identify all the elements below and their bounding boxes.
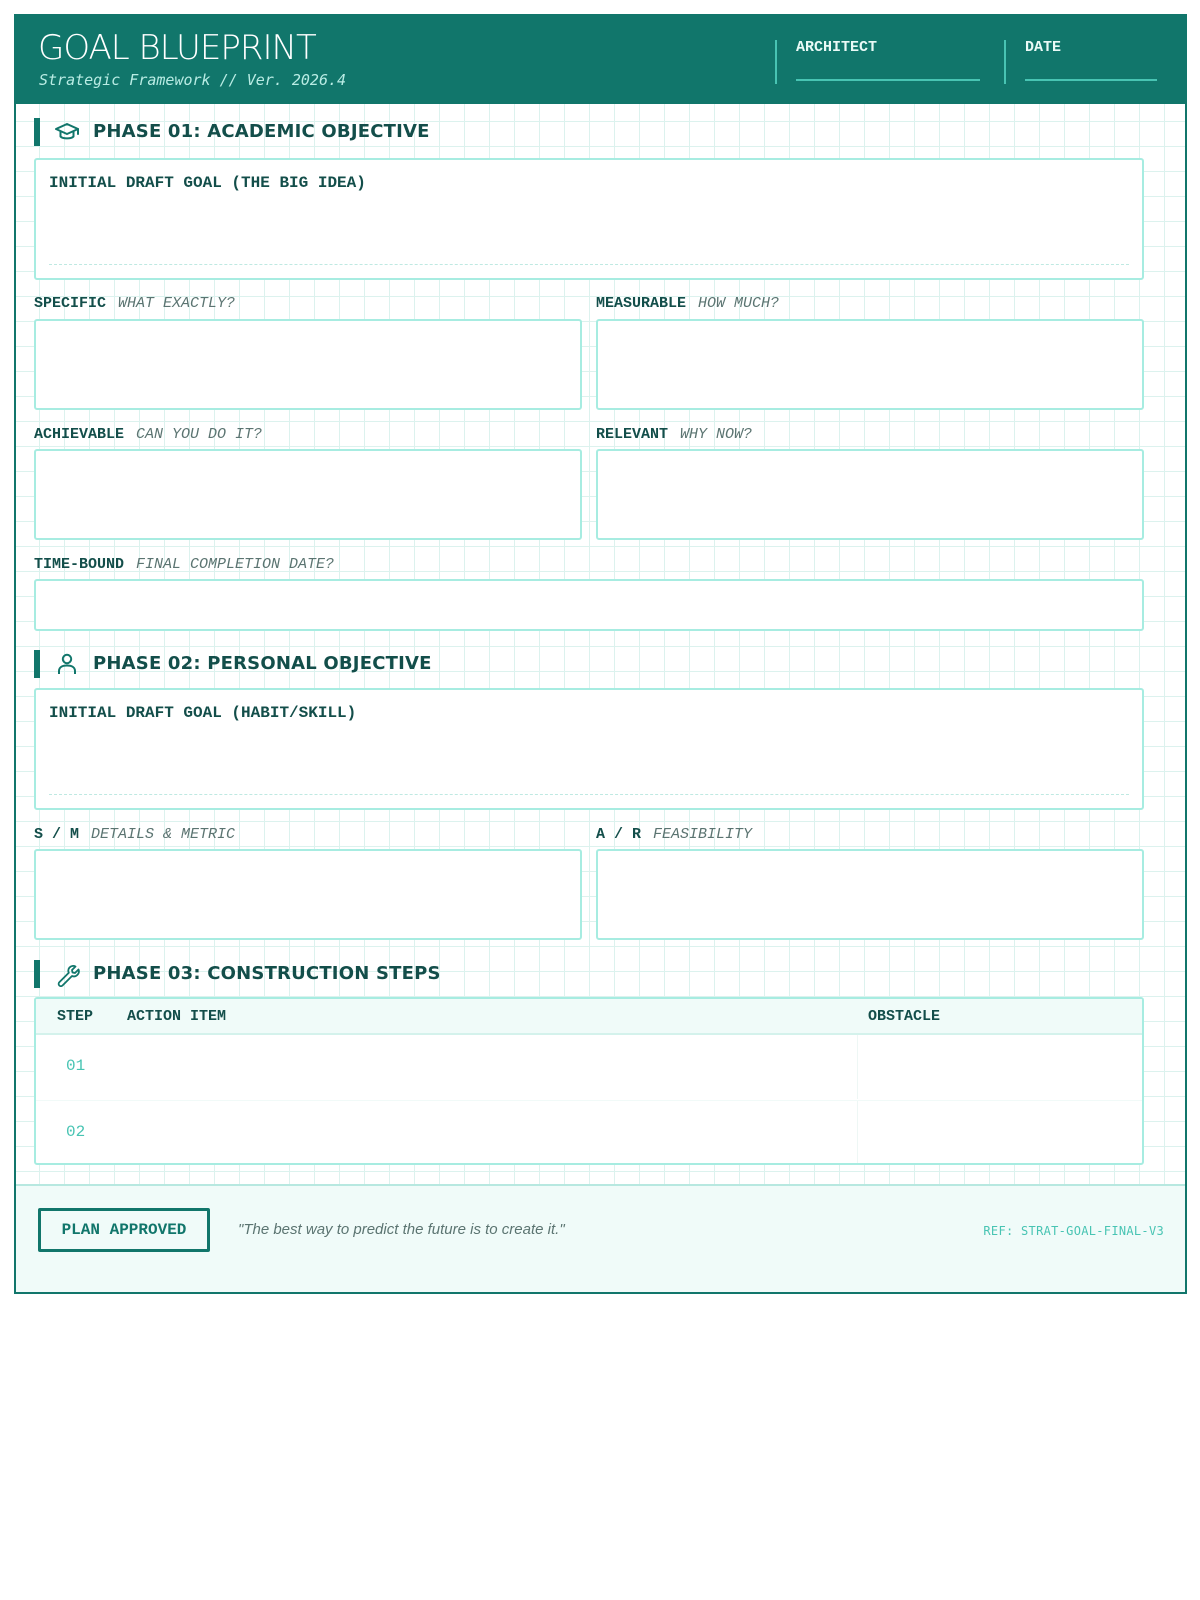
time-bound-input-box[interactable] <box>34 579 1144 631</box>
date-input-line[interactable] <box>1025 79 1157 81</box>
architect-input-line[interactable] <box>796 79 980 81</box>
goal-blueprint-sheet <box>14 14 1187 1294</box>
relevant-hint: WHY NOW? <box>680 426 753 443</box>
column-divider <box>857 1035 858 1099</box>
time-bound-label: TIME-BOUND FINAL COMPLETION DATE? <box>34 556 335 573</box>
achievable-label: ACHIEVABLE CAN YOU DO IT? <box>34 426 263 443</box>
phase-02-title: PHASE 02: PERSONAL OBJECTIVE <box>93 653 432 674</box>
plan-approved-stamp[interactable]: PLAN APPROVED <box>38 1208 210 1252</box>
section-accent-bar <box>34 960 40 988</box>
date-label: DATE <box>1025 39 1062 56</box>
table-header <box>36 999 1142 1035</box>
step-number: 02 <box>66 1123 86 1141</box>
time-bound-hint: FINAL COMPLETION DATE? <box>136 556 335 573</box>
wrench-icon <box>54 961 80 987</box>
sm-hint: DETAILS & METRIC <box>91 826 236 843</box>
phase-01-title: PHASE 01: ACADEMIC OBJECTIVE <box>93 121 430 142</box>
relevant-input-box[interactable] <box>596 449 1144 540</box>
page-title: GOAL BLUEPRINT <box>38 28 316 68</box>
phase-03-title: PHASE 03: CONSTRUCTION STEPS <box>93 963 441 984</box>
step-number: 01 <box>66 1057 86 1075</box>
column-divider <box>857 1101 858 1164</box>
relevant-label: RELEVANT WHY NOW? <box>596 426 753 443</box>
writing-line <box>49 264 1129 265</box>
architect-label: ARCHITECT <box>796 39 878 56</box>
architect-field[interactable] <box>775 39 878 84</box>
personal-draft-goal-box[interactable] <box>34 688 1144 810</box>
ar-hint: FEASIBILITY <box>653 826 753 843</box>
date-field[interactable] <box>1004 39 1062 84</box>
section-accent-bar <box>34 650 40 678</box>
academic-draft-goal-box[interactable] <box>34 158 1144 280</box>
specific-input-box[interactable] <box>34 319 582 410</box>
footer-quote: "The best way to predict the future is to create it." <box>238 1221 565 1238</box>
footer <box>16 1184 1185 1294</box>
column-header-obstacle: OBSTACLE <box>868 1008 941 1025</box>
specific-hint: WHAT EXACTLY? <box>118 295 236 312</box>
academic-draft-goal-label: INITIAL DRAFT GOAL (THE BIG IDEA) <box>49 174 366 192</box>
table-row[interactable] <box>36 1100 1142 1164</box>
achievable-hint: CAN YOU DO IT? <box>136 426 263 443</box>
writing-line <box>49 794 1129 795</box>
measurable-label: MEASURABLE HOW MUCH? <box>596 295 780 312</box>
page-subtitle: Strategic Framework // Ver. 2026.4 <box>39 71 347 89</box>
table-row[interactable] <box>36 1035 1142 1099</box>
column-header-step: STEP <box>57 1008 94 1025</box>
personal-draft-goal-label: INITIAL DRAFT GOAL (HABIT/SKILL) <box>49 704 357 722</box>
measurable-hint: HOW MUCH? <box>698 295 780 312</box>
header <box>16 16 1185 104</box>
graduation-cap-icon <box>54 119 80 145</box>
reference-code: REF: STRAT-GOAL-FINAL-V3 <box>983 1224 1164 1238</box>
achievable-input-box[interactable] <box>34 449 582 540</box>
specific-label: SPECIFIC WHAT EXACTLY? <box>34 295 236 312</box>
ar-input-box[interactable] <box>596 849 1144 940</box>
sm-input-box[interactable] <box>34 849 582 940</box>
ar-label: A / R FEASIBILITY <box>596 826 753 843</box>
user-icon <box>54 651 80 677</box>
column-header-action-item: ACTION ITEM <box>127 1008 227 1025</box>
sm-label: S / M DETAILS & METRIC <box>34 826 236 843</box>
measurable-input-box[interactable] <box>596 319 1144 410</box>
construction-steps-table <box>34 997 1144 1165</box>
section-accent-bar <box>34 118 40 146</box>
